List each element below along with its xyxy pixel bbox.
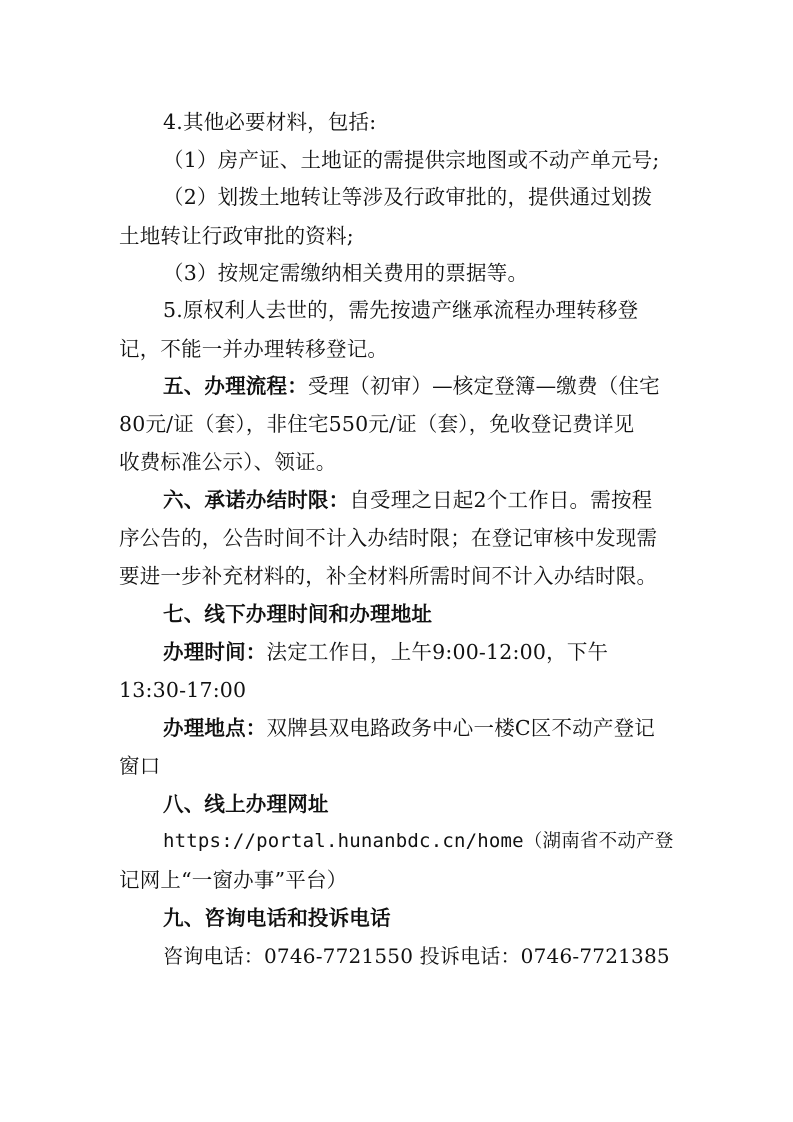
online-url-line1 xyxy=(163,832,673,852)
office-location-label: 办理地点： xyxy=(163,716,267,740)
item-4-title: 4.其他必要材料，包括: xyxy=(163,110,377,134)
section-8-heading: 八、线上办理网址 xyxy=(163,792,329,816)
office-hours-label: 办理时间： xyxy=(163,640,267,664)
section-9-heading: 九、咨询电话和投诉电话 xyxy=(163,906,391,930)
office-hours-value: 法定工作日，上午9:00-12:00，下午 xyxy=(266,640,609,664)
item-4-2-line2: 土地转让行政审批的资料; xyxy=(119,224,354,248)
item-4-1: （1）房产证、土地证的需提供宗地图或不动产单元号; xyxy=(163,148,660,172)
online-url-line2: 记网上“一窗办事”平台） xyxy=(119,868,348,892)
section-6-line1 xyxy=(163,490,652,511)
online-url-link[interactable]: https://portal.hunanbdc.cn/home xyxy=(163,830,524,852)
section-5-heading: 五、办理流程： xyxy=(163,374,308,398)
office-location-line2: 窗口 xyxy=(119,754,161,778)
online-url-note: （湖南省不动产登 xyxy=(523,831,674,852)
section-7-heading: 七、线下办理时间和办理地址 xyxy=(163,602,433,626)
phone-numbers: 咨询电话：0746-7721550 投诉电话：0746-7721385 xyxy=(163,944,670,968)
item-5-line2: 记，不能一并办理转移登记。 xyxy=(119,337,389,361)
section-6-line2: 序公告的，公告时间不计入办结时限；在登记审核中发现需 xyxy=(119,526,658,550)
item-4-2-line1: （2）划拨土地转让等涉及行政审批的，提供通过划拨 xyxy=(163,185,653,209)
section-5-line1-text: 受理（初审）—核定登簿—缴费（住宅 xyxy=(307,374,660,398)
section-5-line1 xyxy=(163,376,660,397)
section-5-line2: 80元/证（套），非住宅550元/证（套），免收登记费详见 xyxy=(119,412,635,436)
office-hours-line2: 13:30-17:00 xyxy=(119,678,247,702)
item-4-3: （3）按规定需缴纳相关费用的票据等。 xyxy=(163,261,529,285)
office-location-line1 xyxy=(163,718,655,739)
office-hours-line1 xyxy=(163,642,608,663)
section-6-heading: 六、承诺办结时限： xyxy=(163,488,350,512)
section-6-line3: 要进一步补充材料的，补全材料所需时间不计入办结时限。 xyxy=(119,564,658,588)
item-5-line1: 5.原权利人去世的，需先按遗产继承流程办理转移登 xyxy=(163,298,639,322)
section-6-line1-text: 自受理之日起2个工作日。需按程 xyxy=(349,488,653,512)
office-location-value: 双牌县双电路政务中心一楼C区不动产登记 xyxy=(266,716,655,740)
section-5-line3: 收费标准公示）、领证。 xyxy=(119,450,337,474)
